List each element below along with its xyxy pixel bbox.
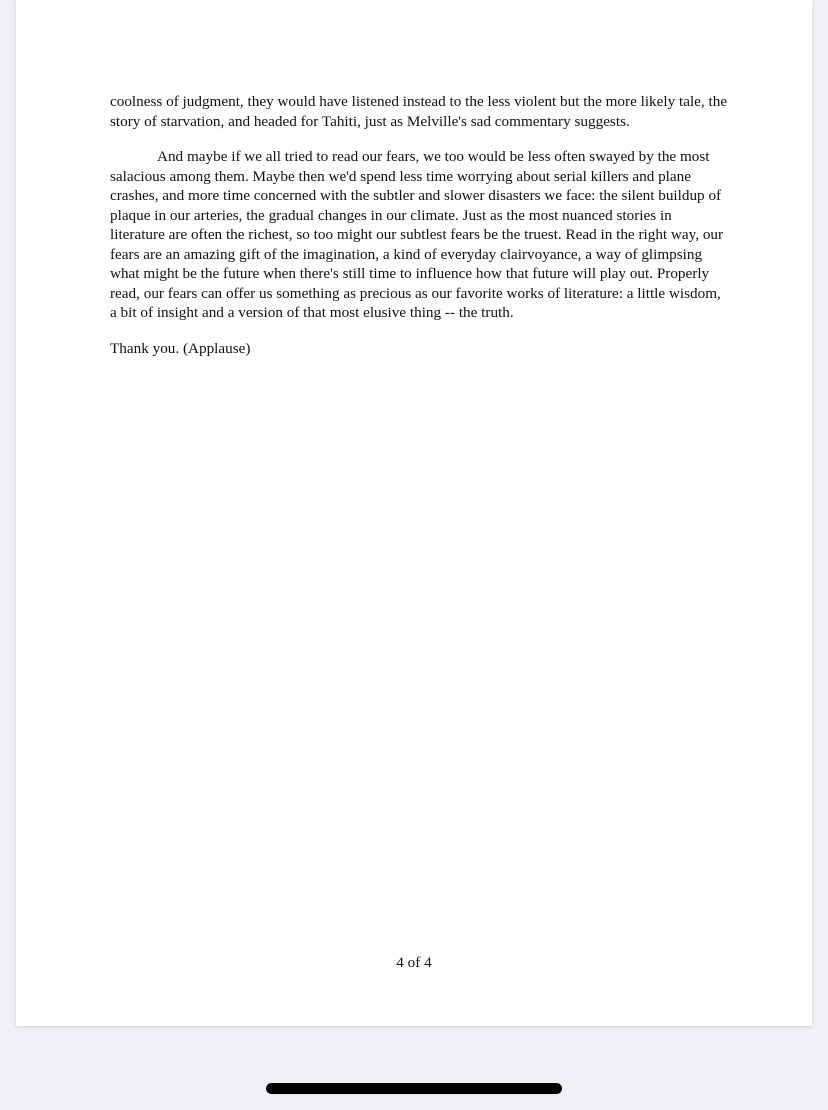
page-content [110, 92, 730, 374]
paragraph-closing: Thank you. (Applause) [110, 339, 251, 357]
paragraph-continuation: coolness of judgment, they would have listened instead to the less violent but the more likely tale, the story of starvation, and headed for Tahiti, just as Melville's sad commentary suggests. [110, 93, 728, 130]
document-page[interactable] [16, 0, 812, 1026]
paragraph-fears: And maybe if we all tried to read our fears, we too would be less often swayed by the most salacious among them. Maybe then we'd spend less time worrying about serial killers and plane crashes, and more time concerned with the subtler and slower disasters we face: the silent buildup of plaque in our arteries, the gradual changes in our climate. Just as the most nuanced stories in literature are often the richest, so too might our subtlest fears be the truest. Read in the right way, our fears are an amazing gift of the imagination, a kind of everyday clairvoyance, a way of glimpsing what might be the future when there's still time to influence how that future will play out. Properly read, our fears can offer us something as precious as our favorite works of literature: a little wisdom, a bit of insight and a version of that most elusive thing -- the truth. [110, 148, 724, 321]
page-number: 4 of 4 [396, 954, 432, 971]
home-indicator[interactable] [266, 1083, 562, 1094]
